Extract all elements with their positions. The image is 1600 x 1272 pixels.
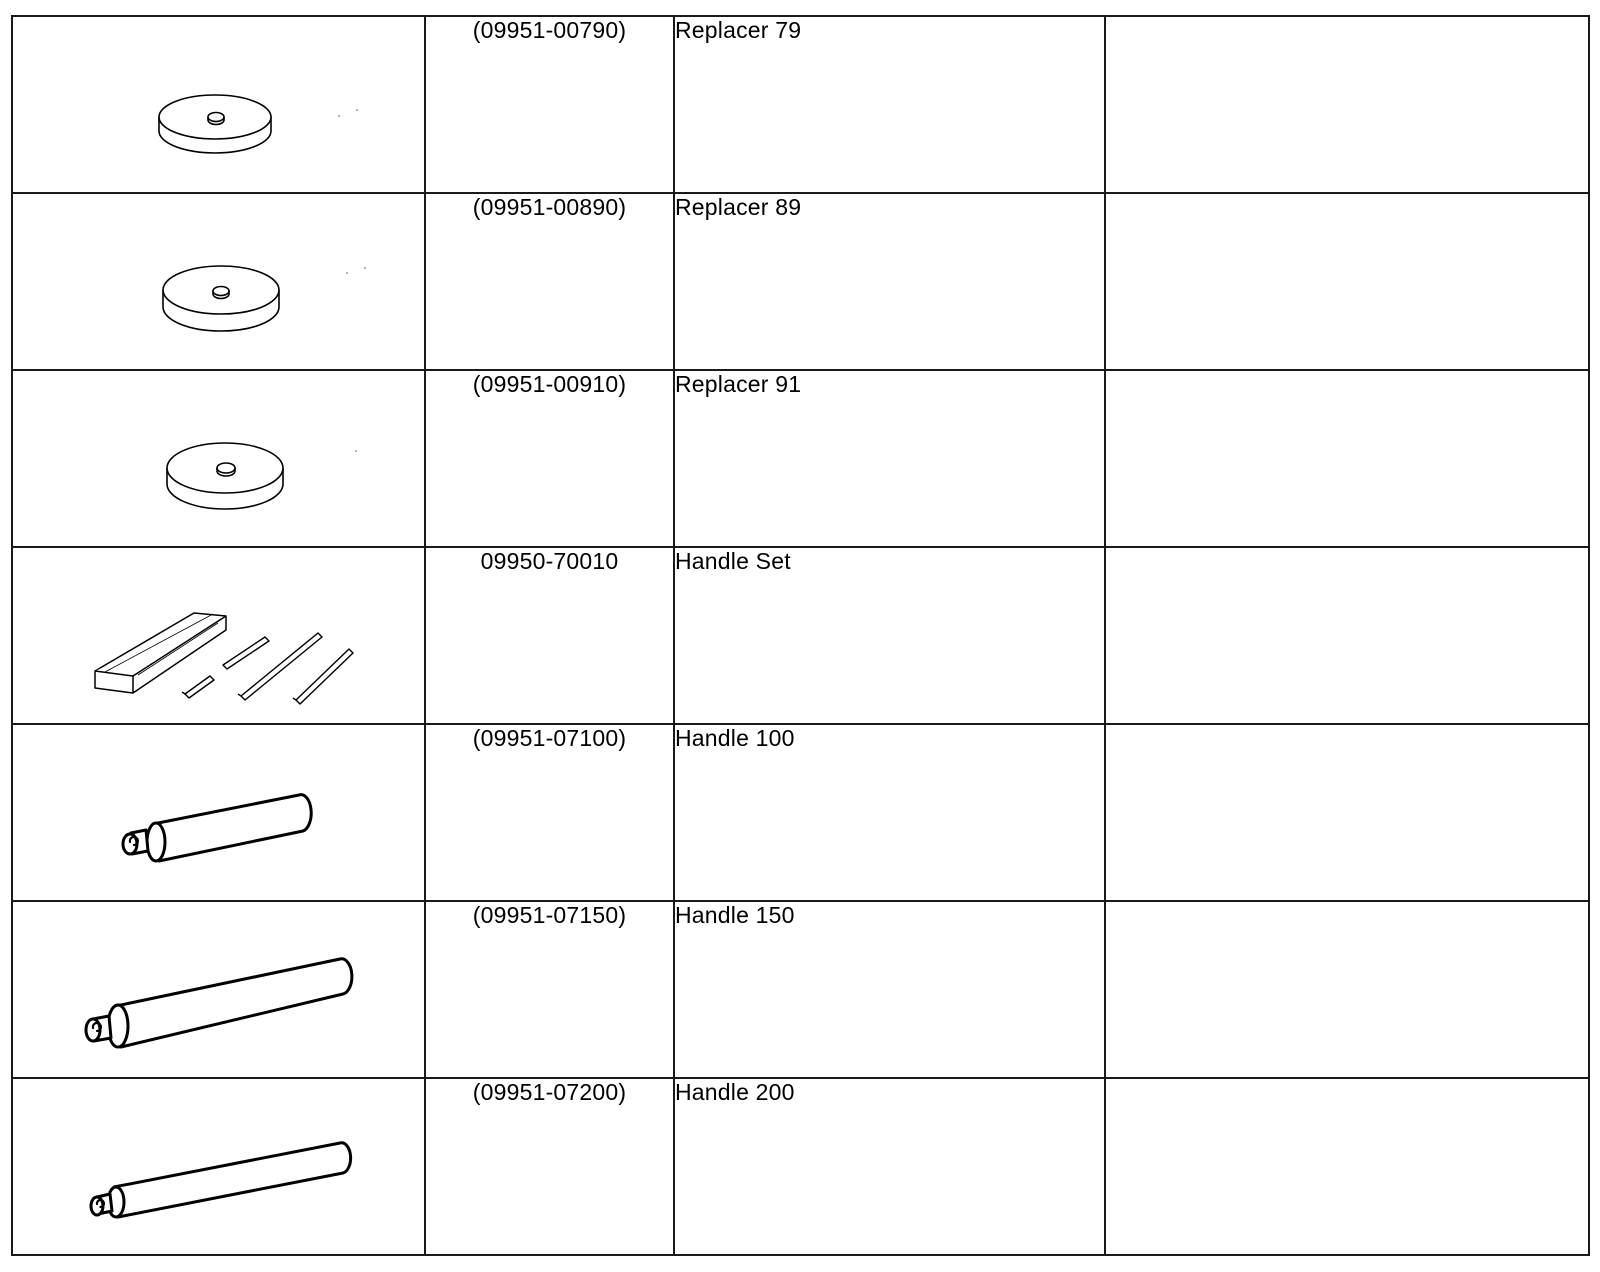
blank-cell [1105, 1078, 1589, 1255]
handle-set-case-icon [13, 548, 426, 723]
part-number: (09951-00790) [425, 16, 674, 193]
blank-cell [1105, 370, 1589, 547]
tool-illustration-cell [12, 370, 425, 547]
part-number: 09950-70010 [425, 547, 674, 724]
special-tools-table [11, 15, 1590, 1256]
tool-name: Handle Set [674, 547, 1105, 724]
table-row [12, 547, 1589, 724]
tool-illustration-cell [12, 16, 425, 193]
blank-cell [1105, 547, 1589, 724]
blank-cell [1105, 901, 1589, 1078]
tool-name: Replacer 89 [674, 193, 1105, 370]
table-row [12, 370, 1589, 547]
tool-illustration-cell [12, 547, 425, 724]
tool-name: Handle 150 [674, 901, 1105, 1078]
handle-bar-icon [13, 902, 426, 1077]
tool-name: Replacer 91 [674, 370, 1105, 547]
part-number: (09951-07200) [425, 1078, 674, 1255]
table-row [12, 193, 1589, 370]
tool-name: Handle 200 [674, 1078, 1105, 1255]
part-number: (09951-00890) [425, 193, 674, 370]
disc-replacer-icon [13, 17, 426, 192]
table-row [12, 724, 1589, 901]
tool-illustration-cell [12, 1078, 425, 1255]
part-number: (09951-07100) [425, 724, 674, 901]
table-row [12, 1078, 1589, 1255]
handle-bar-icon [13, 725, 426, 900]
tool-illustration-cell [12, 724, 425, 901]
table-row [12, 901, 1589, 1078]
tool-name: Handle 100 [674, 724, 1105, 901]
blank-cell [1105, 724, 1589, 901]
blank-cell [1105, 193, 1589, 370]
blank-cell [1105, 16, 1589, 193]
disc-replacer-icon [13, 194, 426, 369]
table-row [12, 16, 1589, 193]
tool-illustration-cell [12, 901, 425, 1078]
tool-illustration-cell [12, 193, 425, 370]
tool-name: Replacer 79 [674, 16, 1105, 193]
disc-replacer-icon [13, 371, 426, 546]
part-number: (09951-07150) [425, 901, 674, 1078]
part-number: (09951-00910) [425, 370, 674, 547]
handle-bar-icon [13, 1079, 426, 1254]
